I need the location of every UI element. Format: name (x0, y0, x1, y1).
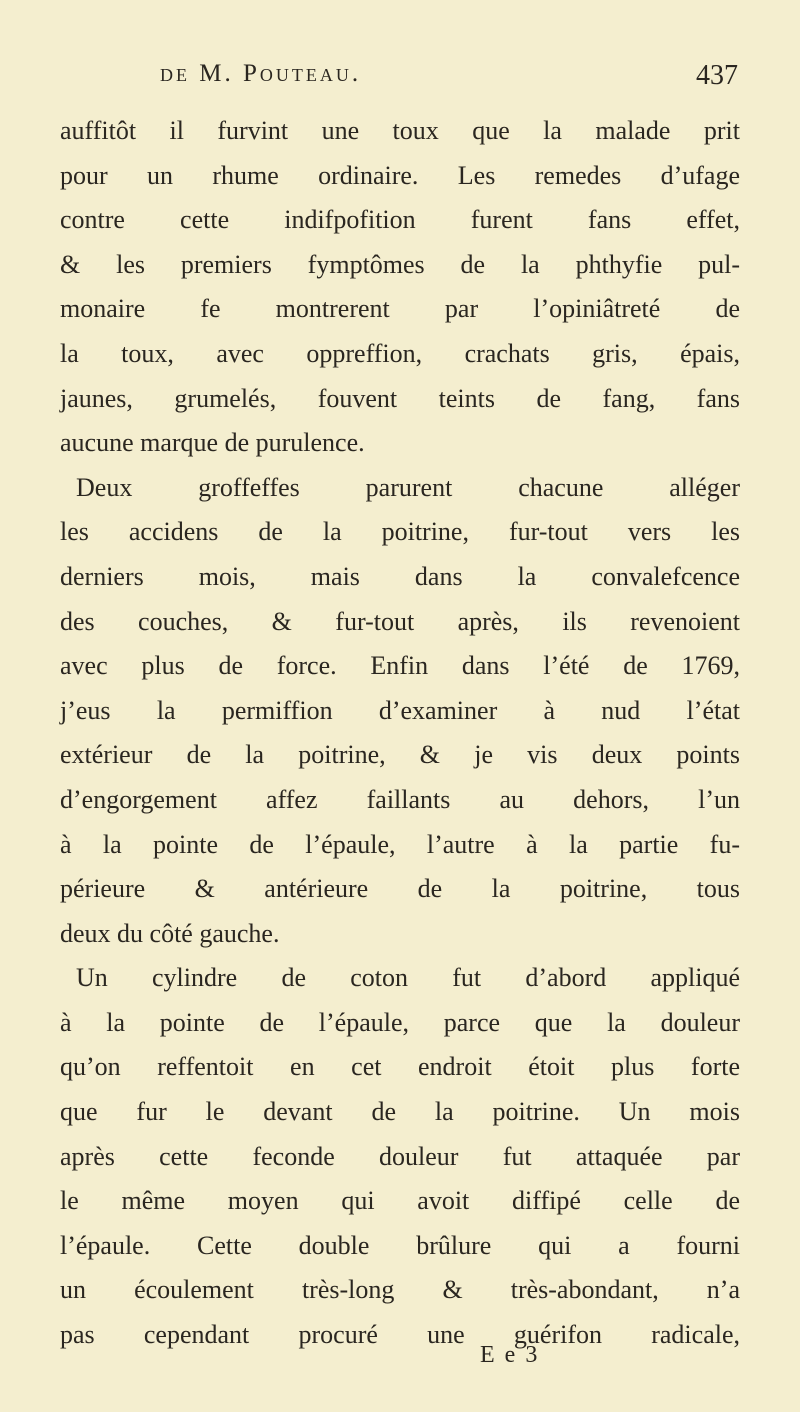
text-line: contre cette indifpofition furent fans effet, (60, 205, 740, 235)
text-line: le même moyen qui avoit diffipé celle de (60, 1186, 740, 1216)
text-line: que fur le devant de la poitrine. Un mois (60, 1097, 740, 1127)
text-line: auffitôt il furvint une toux que la malade prit (60, 116, 740, 145)
text-line: périeure & antérieure de la poitrine, tous (60, 874, 740, 904)
text-line: & les premiers fymptômes de la phthyfie pul- (60, 249, 740, 279)
text-line: pour un rhume ordinaire. Les remedes d’ufage (60, 160, 740, 190)
page-number: 437 (696, 60, 738, 91)
text-line: un écoulement très-long & très-abondant, n’a (60, 1275, 740, 1305)
text-line: jaunes, grumelés, fouvent teints de fang, fans (60, 383, 740, 413)
signature-mark: E e 3 (480, 1342, 540, 1368)
text-line: d’engorgement affez faillants au dehors, l’un (60, 784, 740, 814)
text-line: derniers mois, mais dans la convalefcence (60, 561, 740, 591)
text-line: Un cylindre de coton fut d’abord appliqué (76, 963, 740, 993)
text-line: extérieur de la poitrine, & je vis deux points (60, 740, 740, 770)
text-line: à la pointe de l’épaule, l’autre à la partie fu- (60, 829, 740, 859)
body-text (60, 109, 740, 1358)
text-line: les accidens de la poitrine, fur-tout vers les (60, 517, 740, 547)
text-line: pas cependant procuré une guérifon radicale, (60, 1320, 740, 1350)
text-line: des couches, & fur-tout après, ils revenoient (60, 606, 740, 636)
text-line: deux du côté gauche. (60, 918, 280, 948)
text-line: la toux, avec oppreffion, crachats gris, épais, (60, 338, 740, 368)
text-line: à la pointe de l’épaule, parce que la douleur (60, 1007, 740, 1037)
text-line: qu’on reffentoit en cet endroit étoit plus forte (60, 1052, 740, 1082)
text-line: monaire fe montrerent par l’opiniâtreté de (60, 294, 740, 324)
text-line: avec plus de force. Enfin dans l’été de 1769, (60, 651, 740, 681)
text-line: Deux groffeffes parurent chacune alléger (76, 472, 740, 502)
page-header (60, 60, 740, 100)
text-line: l’épaule. Cette double brûlure qui a fourni (60, 1230, 740, 1260)
text-line: j’eus la permiffion d’examiner à nud l’état (60, 695, 740, 725)
running-title: de M. Pouteau. (160, 60, 362, 87)
text-line: après cette feconde douleur fut attaquée par (60, 1141, 740, 1171)
text-line: aucune marque de purulence. (60, 428, 365, 458)
